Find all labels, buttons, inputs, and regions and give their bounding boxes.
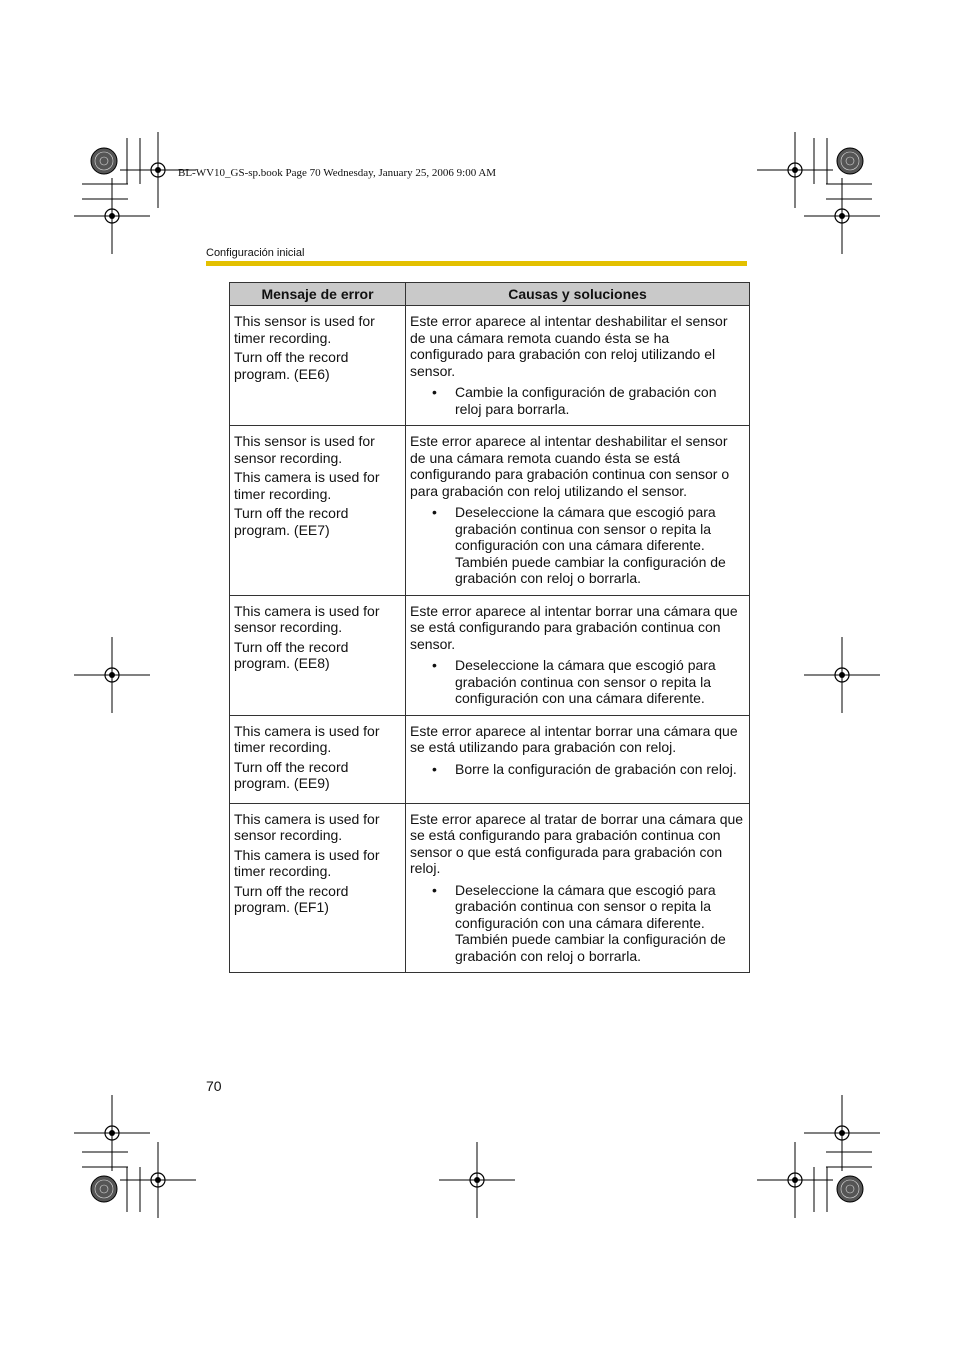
section-title: Configuración inicial xyxy=(206,247,305,259)
error-message-cell xyxy=(230,803,406,973)
crosshair-icon xyxy=(757,132,833,208)
column-header: Mensaje de error xyxy=(230,283,406,306)
solution-list xyxy=(410,504,745,587)
error-message-line: This camera is used for timer recording. xyxy=(234,469,380,502)
solution-item: • Deseleccione la cámara que escogió para grabación continua con sensor o repita la configuración con una cámara diferente. xyxy=(410,657,745,707)
solution-list xyxy=(410,761,745,778)
crosshair-icon xyxy=(74,637,150,713)
cause-text: Este error aparece al tratar de borrar una cámara que se está configurando para grabación continua con sensor o que está configurada para grabación con reloj. xyxy=(410,810,744,876)
book-info: BL-WV10_GS-sp.book Page 70 Wednesday, January 25, 2006 9:00 AM xyxy=(178,167,497,179)
cause-text: Este error aparece al intentar deshabilitar el sensor de una cámara remota cuando ésta se está configurando para grabación continua con sensor o para grabación con reloj utilizando el sensor. xyxy=(410,433,730,499)
starburst-icon xyxy=(837,148,863,174)
cause-solution-cell xyxy=(406,426,750,596)
error-message-line: Turn off the record program. (EE6) xyxy=(234,349,349,382)
error-message-cell xyxy=(230,426,406,596)
cause-solution-cell xyxy=(406,306,750,426)
error-message-line: This camera is used for sensor recording. xyxy=(234,602,380,635)
column-header: Causas y soluciones xyxy=(406,283,750,306)
error-message-line: This camera is used for timer recording. xyxy=(234,846,380,879)
error-message-line: This camera is used for timer recording. xyxy=(234,722,380,755)
crosshair-icon xyxy=(74,178,150,254)
cause-solution-cell xyxy=(406,715,750,803)
section-divider xyxy=(206,261,747,266)
solution-item: • Borre la configuración de grabación con reloj. xyxy=(410,761,745,778)
table-row xyxy=(230,306,750,426)
cause-text: Este error aparece al intentar deshabilitar el sensor de una cámara remota cuando ésta se ha configurado para grabación con reloj utilizando el sensor. xyxy=(410,313,728,379)
solution-item: • Cambie la configuración de grabación con reloj para borrarla. xyxy=(410,384,745,417)
error-message-line: Turn off the record program. (EE7) xyxy=(234,505,349,538)
error-message-line: Turn off the record program. (EE8) xyxy=(234,638,349,671)
crosshair-icon xyxy=(804,1095,880,1171)
table-row xyxy=(230,715,750,803)
error-message-cell xyxy=(230,715,406,803)
error-message-line: This camera is used for sensor recording. xyxy=(234,810,380,843)
crosshair-icon xyxy=(74,1095,150,1171)
crosshair-icon xyxy=(804,637,880,713)
solution-list xyxy=(410,657,745,707)
crosshair-icon xyxy=(804,178,880,254)
error-message-line: This sensor is used for timer recording. xyxy=(234,313,375,346)
starburst-icon xyxy=(91,148,117,174)
error-message-cell xyxy=(230,595,406,715)
starburst-icon xyxy=(91,1176,117,1202)
table-header-row xyxy=(230,283,750,306)
solution-item: • Deseleccione la cámara que escogió para grabación continua con sensor o repita la configuración con una cámara diferente. También puede cambiar la configuración de grabación con reloj o borrarla. xyxy=(410,882,745,965)
error-table xyxy=(229,282,750,973)
table-row xyxy=(230,595,750,715)
solution-item: • Deseleccione la cámara que escogió para grabación continua con sensor o repita la configuración con una cámara diferente. También puede cambiar la configuración de grabación con reloj o borrarla. xyxy=(410,504,745,587)
table-row xyxy=(230,803,750,973)
error-message-line: Turn off the record program. (EE9) xyxy=(234,758,349,791)
error-message-line: Turn off the record program. (EF1) xyxy=(234,882,349,915)
cause-text: Este error aparece al intentar borrar una cámara que se está utilizando para grabación con reloj. xyxy=(410,722,738,755)
crosshair-icon xyxy=(120,1142,196,1218)
error-message-cell xyxy=(230,306,406,426)
error-message-line: This sensor is used for sensor recording. xyxy=(234,433,375,466)
solution-list xyxy=(410,882,745,965)
starburst-icon xyxy=(837,1176,863,1202)
table-row xyxy=(230,426,750,596)
cause-solution-cell xyxy=(406,803,750,973)
crosshair-icon xyxy=(757,1142,833,1218)
crosshair-icon xyxy=(439,1142,515,1218)
cause-solution-cell xyxy=(406,595,750,715)
cause-text: Este error aparece al intentar borrar una cámara que se está configurando para grabación continua con sensor. xyxy=(410,602,738,652)
page-number: 70 xyxy=(206,1078,222,1094)
solution-list xyxy=(410,384,745,417)
